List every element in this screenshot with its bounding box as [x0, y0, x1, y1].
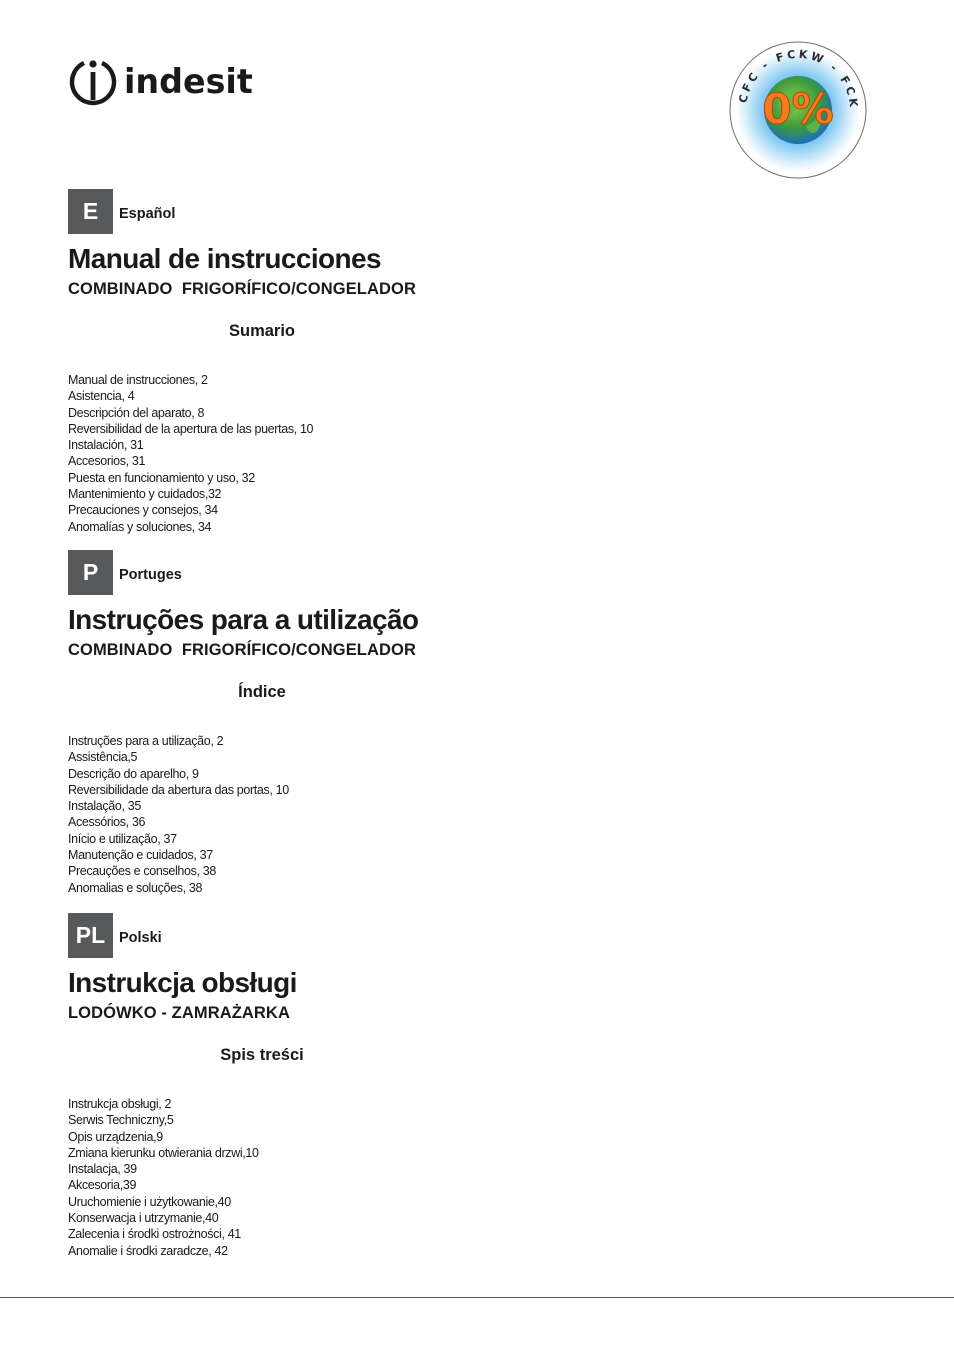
toc-item: Início e utilização, 37: [68, 831, 177, 846]
brand-name: indesit: [124, 62, 253, 102]
toc-item: Akcesoria,39: [68, 1178, 137, 1193]
language-header: [68, 189, 768, 234]
language-name: Español: [119, 205, 176, 222]
language-name: Polski: [119, 929, 162, 946]
section-portuguese: [68, 550, 768, 896]
toc-item: Serwis Techniczny,5: [68, 1113, 174, 1128]
badge-center-text: 0%: [762, 84, 834, 134]
manual-title: Instrukcja obsługi: [68, 967, 297, 998]
language-code-badge: E: [68, 189, 113, 234]
manual-title: Manual de instrucciones: [68, 243, 381, 274]
toc-item: Instalação, 35: [68, 799, 141, 814]
table-of-contents: [68, 1096, 768, 1259]
toc-item: Accesorios, 31: [68, 454, 146, 469]
toc-item: Konserwacja i utrzymanie,40: [68, 1211, 219, 1226]
toc-item: Acessórios, 36: [68, 815, 146, 830]
toc-item: Instalación, 31: [68, 438, 144, 453]
toc-item: Reversibilidade da abertura das portas, 10: [68, 782, 289, 797]
toc-item: Instalacja, 39: [68, 1162, 137, 1177]
toc-item: Manutenção e cuidados, 37: [68, 848, 213, 863]
toc-heading: Spis treści: [220, 1046, 304, 1064]
table-of-contents: [68, 372, 768, 535]
toc-item: Anomalie i środki zaradcze, 42: [68, 1243, 228, 1258]
toc-item: Precauções e conselhos, 38: [68, 864, 216, 879]
appliance-type: LODÓWKO - ZAMRAŻARKA: [68, 1004, 290, 1022]
language-code-badge: PL: [68, 913, 113, 958]
toc-item: Uruchomienie i użytkowanie,40: [68, 1194, 231, 1209]
language-header: [68, 913, 768, 958]
toc-item: Manual de instrucciones, 2: [68, 373, 208, 387]
toc-item: Opis urządzenia,9: [68, 1129, 163, 1144]
badge-ring-text: CFC - FCKW - FCK: [736, 47, 861, 111]
cfc-free-badge: [728, 40, 868, 180]
toc-item: Instruções para a utilização, 2: [68, 734, 224, 748]
brand-logo: [68, 56, 258, 108]
toc-heading: Sumario: [228, 322, 296, 340]
appliance-type: COMBINADO FRIGORÍFICO/CONGELADOR: [68, 280, 416, 298]
toc-item: Puesta en funcionamiento y uso, 32: [68, 470, 255, 485]
toc-item: Assistência,5: [68, 750, 138, 765]
section-polish: [68, 913, 768, 1259]
indesit-logo-icon: [68, 57, 118, 107]
language-code-badge: P: [68, 550, 113, 595]
section-spanish: [68, 189, 768, 535]
toc-item: Zmiana kierunku otwierania drzwi,10: [68, 1145, 259, 1160]
appliance-type: COMBINADO FRIGORÍFICO/CONGELADOR: [68, 641, 416, 659]
table-of-contents: [68, 733, 768, 896]
toc-item: Precauciones y consejos, 34: [68, 503, 218, 518]
language-name: Portuges: [119, 566, 182, 583]
toc-item: Mantenimiento y cuidados,32: [68, 487, 222, 502]
manual-title: Instruções para a utilização: [68, 604, 419, 635]
toc-item: Descripción del aparato, 8: [68, 405, 205, 420]
toc-item: Zalecenia i środki ostrożności, 41: [68, 1227, 241, 1242]
toc-item: Reversibilidad de la apertura de las puertas, 10: [68, 421, 314, 436]
toc-item: Descrição do aparelho, 9: [68, 766, 199, 781]
toc-heading: Índice: [238, 683, 286, 701]
toc-item: Asistencia, 4: [68, 389, 135, 404]
toc-item: Anomalías y soluciones, 34: [68, 519, 212, 534]
toc-item: Anomalias e soluções, 38: [68, 880, 203, 895]
toc-item: Instrukcja obsługi, 2: [68, 1097, 172, 1111]
language-header: [68, 550, 768, 595]
footer-divider: [0, 1297, 954, 1298]
